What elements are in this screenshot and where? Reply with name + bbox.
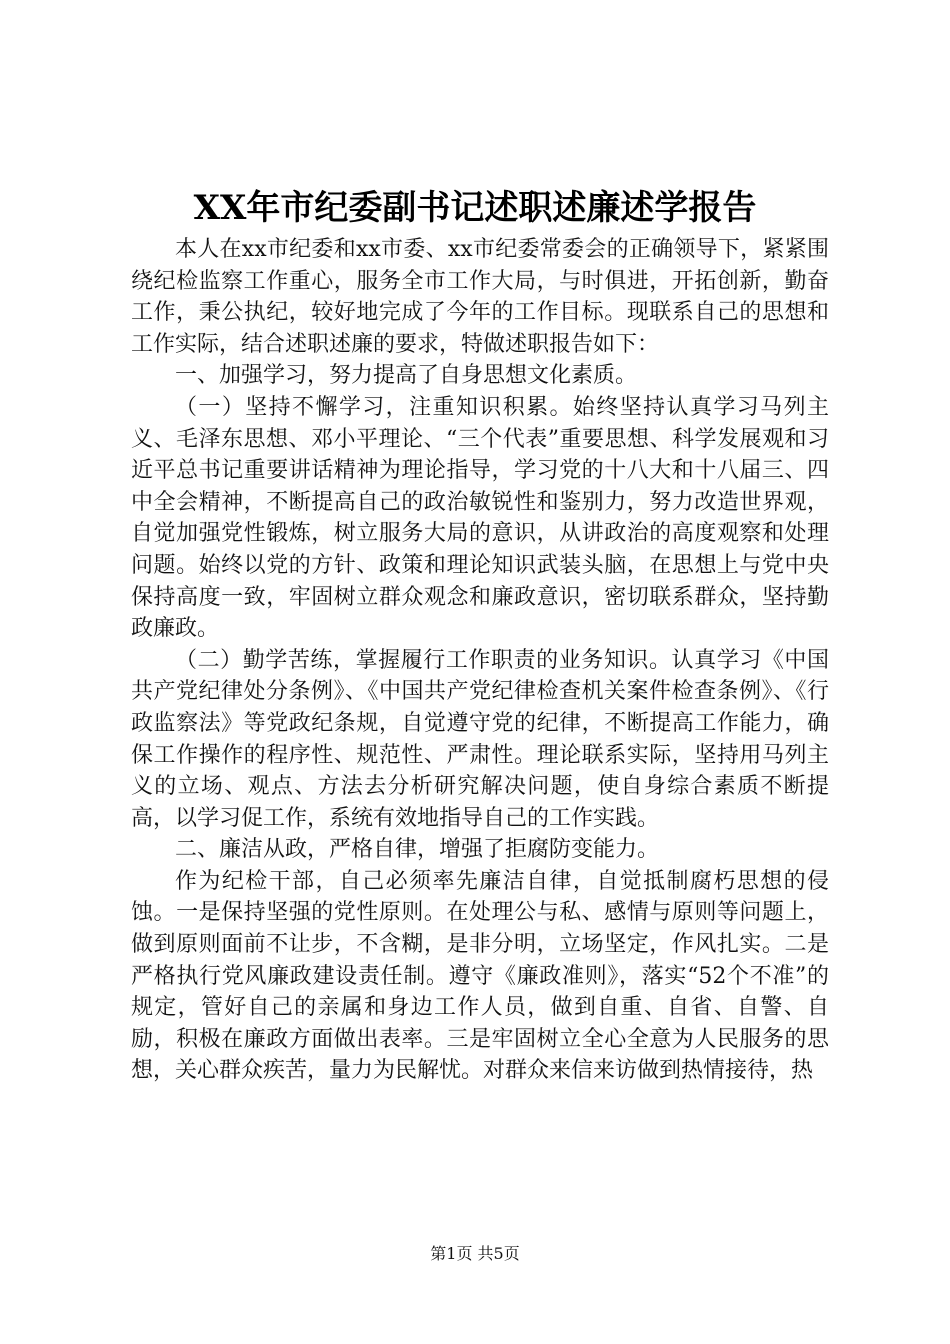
paragraph-1-1: （一）坚持不懈学习，注重知识积累。始终坚持认真学习马列主义、毛泽东思想、邓小平理论、“三个代表”重要思想、科学发展观和习近平总书记重要讲话精神为理论指导，学习党的十八大和十八届三、四中全会精神，不断提高自己的政治敏锐性和鉴别力，努力改造世界观，自觉加强党性锻炼，树立服务大局的意识，从讲政治的高度观察和处理问题。始终以党的方针、政策和理论知识武装头脑，在思想上与党中央保持高度一致，牢固树立群众观念和廉政意识，密切联系群众，坚持勤政廉政。 <box>131 394 829 642</box>
paragraph-intro: 本人在xx市纪委和xx市委、xx市纪委常委会的正确领导下，紧紧围绕纪检监察工作重心，服务全市工作大局，与时俱进，开拓创新，勤奋工作，秉公执纪，较好地完成了今年的工作目标。现联系自己的思想和工作实际，结合述职述廉的要求，特做述职报告如下： <box>131 237 829 357</box>
paragraph-1-2: （二）勤学苦练，掌握履行工作职责的业务知识。认真学习《中国共产党纪律处分条例》、《中国共产党纪律检查机关案件检查条例》、《行政监察法》等党政纪条规，自觉遵守党的纪律，不断提高工作能力，确保工作操作的程序性、规范性、严肃性。理论联系实际，坚持用马列主义的立场、观点、方法去分析研究解决问题，使自身综合素质不断提高，以学习促工作，系统有效地指导自己的工作实践。 <box>131 647 829 831</box>
section-heading-1: 一、加强学习，努力提高了自身思想文化素质。 <box>175 363 638 389</box>
page-number-label: 第1页 共5页 <box>430 1244 520 1263</box>
paragraph-2-1: 作为纪检干部，自己必须率先廉洁自律，自觉抵制腐朽思想的侵蚀。一是保持坚强的党性原则。在处理公与私、感情与原则等问题上，做到原则面前不让步，不含糊，是非分明，立场坚定，作风扎实。二是严格执行党风廉政建设责任制。遵守《廉政准则》，落实“52个不准”的规定，管好自己的亲属和身边工作人员，做到自重、自省、自警、自励，积极在廉政方面做出表率。三是牢固树立全心全意为人民服务的思想，关心群众疾苦，量力为民解忧。对群众来信来访做到热情接待，热 <box>131 868 829 1084</box>
document-body <box>131 234 829 1087</box>
page-footer <box>0 1243 950 1265</box>
section-heading-2: 二、廉洁从政，严格自律，增强了拒腐防变能力。 <box>175 837 660 863</box>
document-title: XX年市纪委副书记述职述廉述学报告 <box>193 188 757 228</box>
